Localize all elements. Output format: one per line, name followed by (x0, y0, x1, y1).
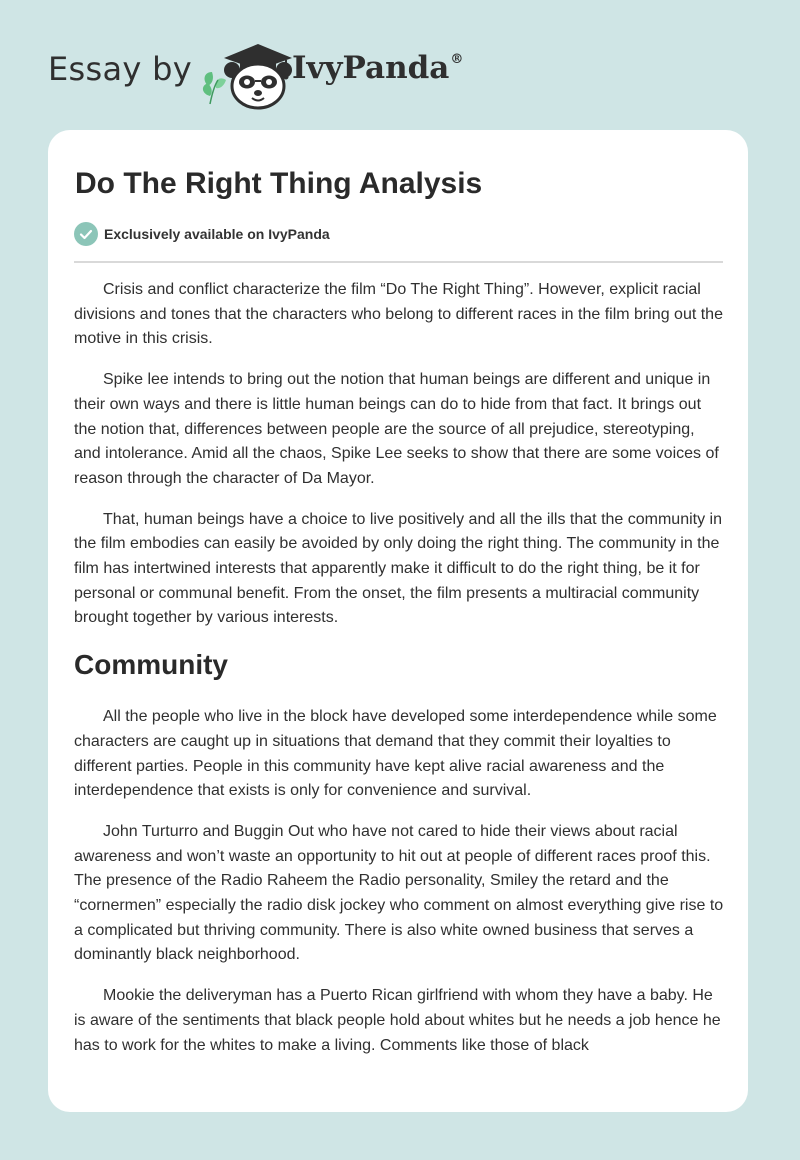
essay-card (48, 130, 748, 1112)
paragraph: All the people who live in the block have developed some interdependence while some characters are caught up in situations that demand that they commit their loyalties to different parties. People in this community have kept alive racial awareness and the interdependence that exists is only for convenience and survival. (74, 708, 717, 800)
exclusive-badge-label: Exclusively available on IvyPanda (104, 226, 330, 242)
brand-name-text: IvyPanda (292, 50, 450, 86)
section-heading-community: Community (74, 649, 228, 681)
page-title: Do The Right Thing Analysis (75, 167, 483, 200)
paragraph: That, human beings have a choice to live positively and all the ills that the community in the film embodies can easily be avoided by only doing the right thing. The community in the film has intertwined interests that apparently make it difficult to do the right thing, be it for personal or communal benefit. From the onset, the film presents a multiracial community brought together by various interests. (74, 510, 722, 627)
brand-name[interactable] (292, 50, 463, 86)
paragraph: Crisis and conflict characterize the film “Do The Right Thing”. However, explicit racial divisions and tones that the characters who belong to different races in the film bring out the motive in this crisis. (74, 281, 723, 348)
exclusive-badge (74, 222, 330, 246)
check-circle-icon (74, 222, 98, 246)
panda-graduate-icon[interactable] (200, 36, 296, 110)
title-divider (74, 261, 723, 263)
paragraph: Spike lee intends to bring out the notion that human beings are different and unique in their own ways and there is little human beings can do to hide from that fact. It brings out the notion that, differences between people are the source of all prejudice, stereotyping, and intolerance. Amid all the chaos, Spike Lee seeks to show that there are some voices of reason through the character of Da Mayor. (74, 371, 719, 487)
registered-mark: ® (450, 52, 464, 67)
paragraph: John Turturro and Buggin Out who have not cared to hide their views about racial awareness and won’t waste an opportunity to hit out at people of different races proof this. The presence of the Radio Raheem the Radio personality, Smiley the retard and the “cornermen” especially the radio disk jockey who comment on almost everything give rise to a complicated but thriving community. There is also white owned business that serves a dominantly black neighborhood. (74, 822, 724, 964)
paragraph: Mookie the deliveryman has a Puerto Rican girlfriend with whom they have a baby. He is aware of the sentiments that black people hold about whites but he needs a job hence he has to work for the whites to make a living. Comments like those of black (74, 987, 721, 1054)
brand-prefix: Essay by (48, 50, 192, 88)
site-header (0, 0, 800, 130)
essay-body (74, 278, 724, 1074)
